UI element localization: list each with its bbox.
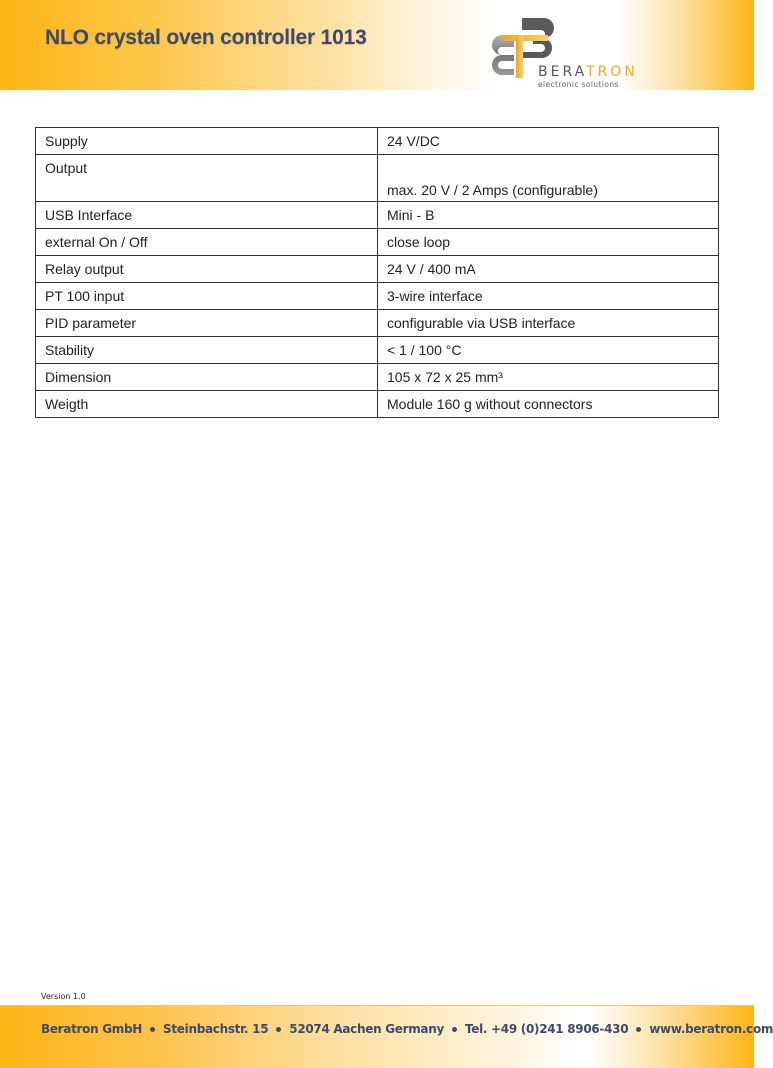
table-row: [36, 391, 719, 418]
spec-label: Supply: [36, 128, 378, 155]
spec-value: 24 V/DC: [378, 128, 719, 155]
spec-value: configurable via USB interface: [378, 310, 719, 337]
spec-value: 24 V / 400 mA: [378, 256, 719, 283]
spec-value: Module 160 g without connectors: [378, 391, 719, 418]
footer-street: Steinbachstr. 15: [163, 1022, 269, 1036]
spec-value: < 1 / 100 °C: [378, 337, 719, 364]
spec-label: Output: [36, 155, 378, 202]
table-row: [36, 155, 719, 202]
version-label: Version 1.0: [41, 992, 86, 1001]
spec-value: 105 x 72 x 25 mm³: [378, 364, 719, 391]
spec-value: max. 20 V / 2 Amps (configurable): [378, 155, 719, 202]
page-title: NLO crystal oven controller 1013: [45, 26, 367, 49]
logo-brand-text: [538, 64, 638, 80]
table-row: [36, 337, 719, 364]
spec-label: Weigth: [36, 391, 378, 418]
table-row: [36, 364, 719, 391]
spec-label: Relay output: [36, 256, 378, 283]
table-row: [36, 256, 719, 283]
spec-value: 3-wire interface: [378, 283, 719, 310]
logo-brand-part2: TRON: [586, 64, 638, 80]
bullet-icon: [452, 1027, 457, 1032]
spec-table: [35, 127, 719, 418]
logo-tagline: electronic solutions: [538, 80, 619, 89]
table-row: [36, 283, 719, 310]
spec-value: close loop: [378, 229, 719, 256]
bullet-icon: [636, 1027, 641, 1032]
header-banner: [0, 0, 754, 90]
logo-brand-part1: BERA: [538, 64, 587, 80]
table-row: [36, 202, 719, 229]
spec-label: Dimension: [36, 364, 378, 391]
footer-city: 52074 Aachen Germany: [289, 1022, 444, 1036]
spec-label: PT 100 input: [36, 283, 378, 310]
bullet-icon: [276, 1027, 281, 1032]
footer-company: Beratron GmbH: [41, 1022, 143, 1036]
footer-contact-line: [41, 1022, 773, 1036]
spec-label: USB Interface: [36, 202, 378, 229]
footer-banner: [0, 1005, 773, 1068]
spec-label: external On / Off: [36, 229, 378, 256]
table-row: [36, 310, 719, 337]
spec-label: Stability: [36, 337, 378, 364]
bullet-icon: [150, 1027, 155, 1032]
spec-value: Mini - B: [378, 202, 719, 229]
table-row: [36, 229, 719, 256]
spec-label: PID parameter: [36, 310, 378, 337]
footer-website-link[interactable]: www.beratron.com: [649, 1022, 773, 1036]
footer-phone: Tel. +49 (0)241 8906-430: [464, 1022, 629, 1036]
table-row: [36, 128, 719, 155]
